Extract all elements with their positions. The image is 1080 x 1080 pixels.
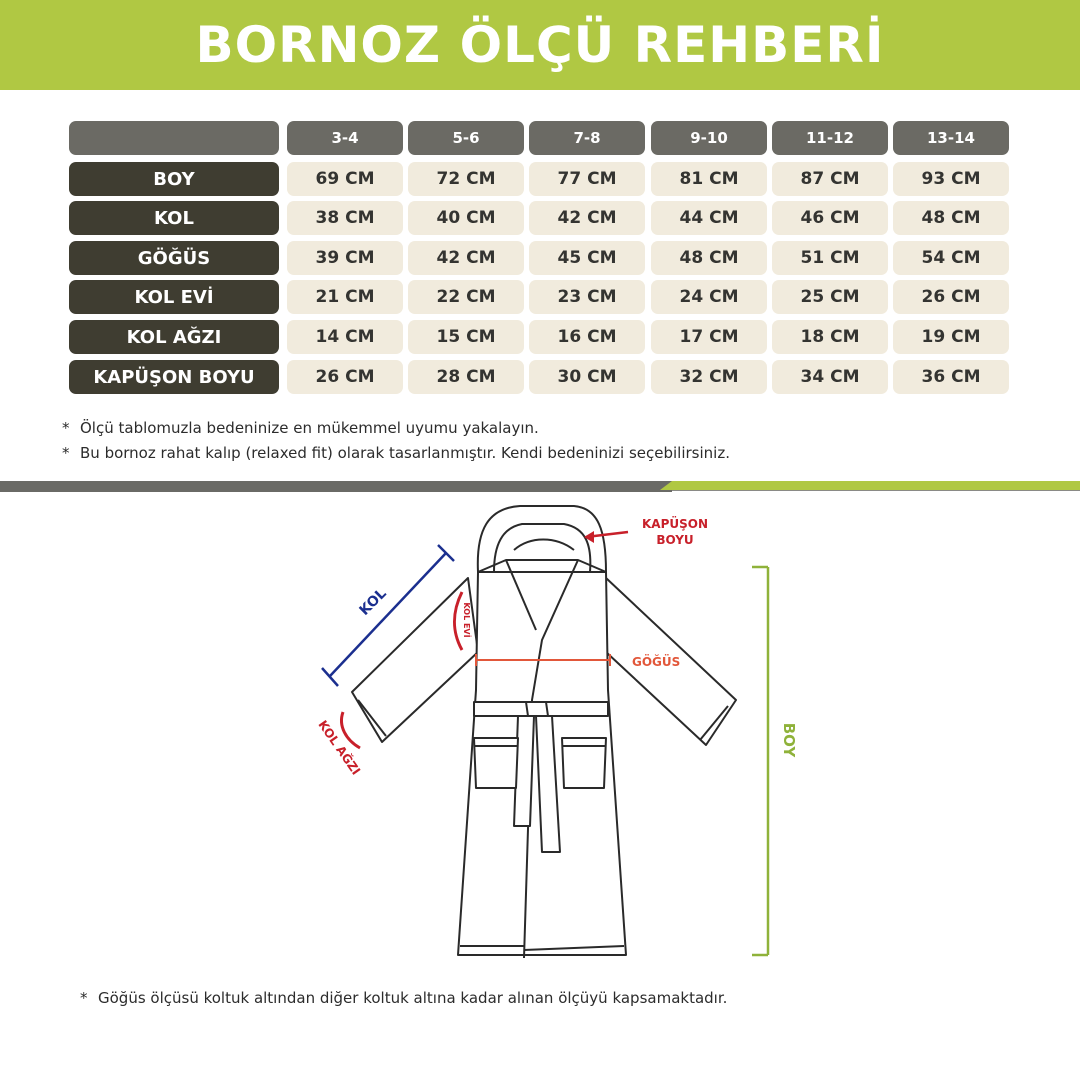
table-cell: 24 CM (651, 280, 767, 314)
kol-agzi-label: KOL AĞZI (315, 717, 364, 778)
size-header: 9-10 (651, 121, 767, 155)
table-cell: 93 CM (893, 162, 1009, 196)
table-cell: 72 CM (408, 162, 524, 196)
note-text: Göğüs ölçüsü koltuk altından diğer koltuk altına kadar alınan ölçüyü kapsamaktadır. (98, 989, 728, 1007)
table-cell: 17 CM (651, 320, 767, 354)
row-label-kol-agzi: KOL AĞZI (69, 320, 279, 354)
row-label-boy: BOY (69, 162, 279, 196)
row-label-kol-evi: KOL EVİ (69, 280, 279, 314)
table-cell: 51 CM (772, 241, 888, 275)
table-cell: 54 CM (893, 241, 1009, 275)
table-cell: 38 CM (287, 201, 403, 235)
table-cell: 39 CM (287, 241, 403, 275)
note-text: Bu bornoz rahat kalıp (relaxed fit) olarak tasarlanmıştır. Kendi bedeninizi seçebilirsiniz. (80, 444, 730, 462)
size-header: 7-8 (529, 121, 645, 155)
table-cell: 16 CM (529, 320, 645, 354)
table-cell: 77 CM (529, 162, 645, 196)
boy-measure-line (752, 567, 768, 955)
gogus-label: GÖĞÜS (632, 655, 681, 669)
table-cell: 36 CM (893, 360, 1009, 394)
size-header: 3-4 (287, 121, 403, 155)
table-cell: 30 CM (529, 360, 645, 394)
table-cell: 18 CM (772, 320, 888, 354)
table-cell: 22 CM (408, 280, 524, 314)
table-cell: 42 CM (529, 201, 645, 235)
table-cell: 48 CM (651, 241, 767, 275)
table-cell: 48 CM (893, 201, 1009, 235)
table-cell: 21 CM (287, 280, 403, 314)
size-header: 11-12 (772, 121, 888, 155)
kapuson-label-line2: BOYU (656, 533, 694, 547)
bathrobe-illustration (352, 506, 736, 958)
row-label-kol: KOL (69, 201, 279, 235)
kol-label: KOL (356, 585, 390, 619)
table-cell: 34 CM (772, 360, 888, 394)
note-bullet: * (62, 444, 70, 462)
table-cell: 42 CM (408, 241, 524, 275)
table-cell: 32 CM (651, 360, 767, 394)
table-cell: 26 CM (287, 360, 403, 394)
kol-evi-label: KOL EVİ (462, 602, 471, 638)
table-cell: 87 CM (772, 162, 888, 196)
table-cell: 46 CM (772, 201, 888, 235)
page-title: BORNOZ ÖLÇÜ REHBERİ (195, 16, 885, 74)
table-cell: 44 CM (651, 201, 767, 235)
table-cell: 19 CM (893, 320, 1009, 354)
note-text: Ölçü tablomuzla bedeninize en mükemmel uyumu yakalayın. (80, 419, 539, 437)
boy-label: BOY (780, 722, 798, 758)
table-cell: 28 CM (408, 360, 524, 394)
table-cell: 45 CM (529, 241, 645, 275)
table-cell: 14 CM (287, 320, 403, 354)
table-cell: 40 CM (408, 201, 524, 235)
note-bullet: * (62, 419, 70, 437)
kapuson-label-line1: KAPÜŞON (641, 517, 709, 531)
note-bullet: * (80, 989, 88, 1007)
row-label-kapuson-boyu: KAPÜŞON BOYU (69, 360, 279, 394)
table-cell: 23 CM (529, 280, 645, 314)
table-cell: 81 CM (651, 162, 767, 196)
table-cell: 25 CM (772, 280, 888, 314)
table-cell: 26 CM (893, 280, 1009, 314)
table-cell: 69 CM (287, 162, 403, 196)
bottom-note (80, 989, 727, 1007)
table-cell: 15 CM (408, 320, 524, 354)
row-label-gogus: GÖĞÜS (69, 241, 279, 275)
size-header: 13-14 (893, 121, 1009, 155)
size-header: 5-6 (408, 121, 524, 155)
